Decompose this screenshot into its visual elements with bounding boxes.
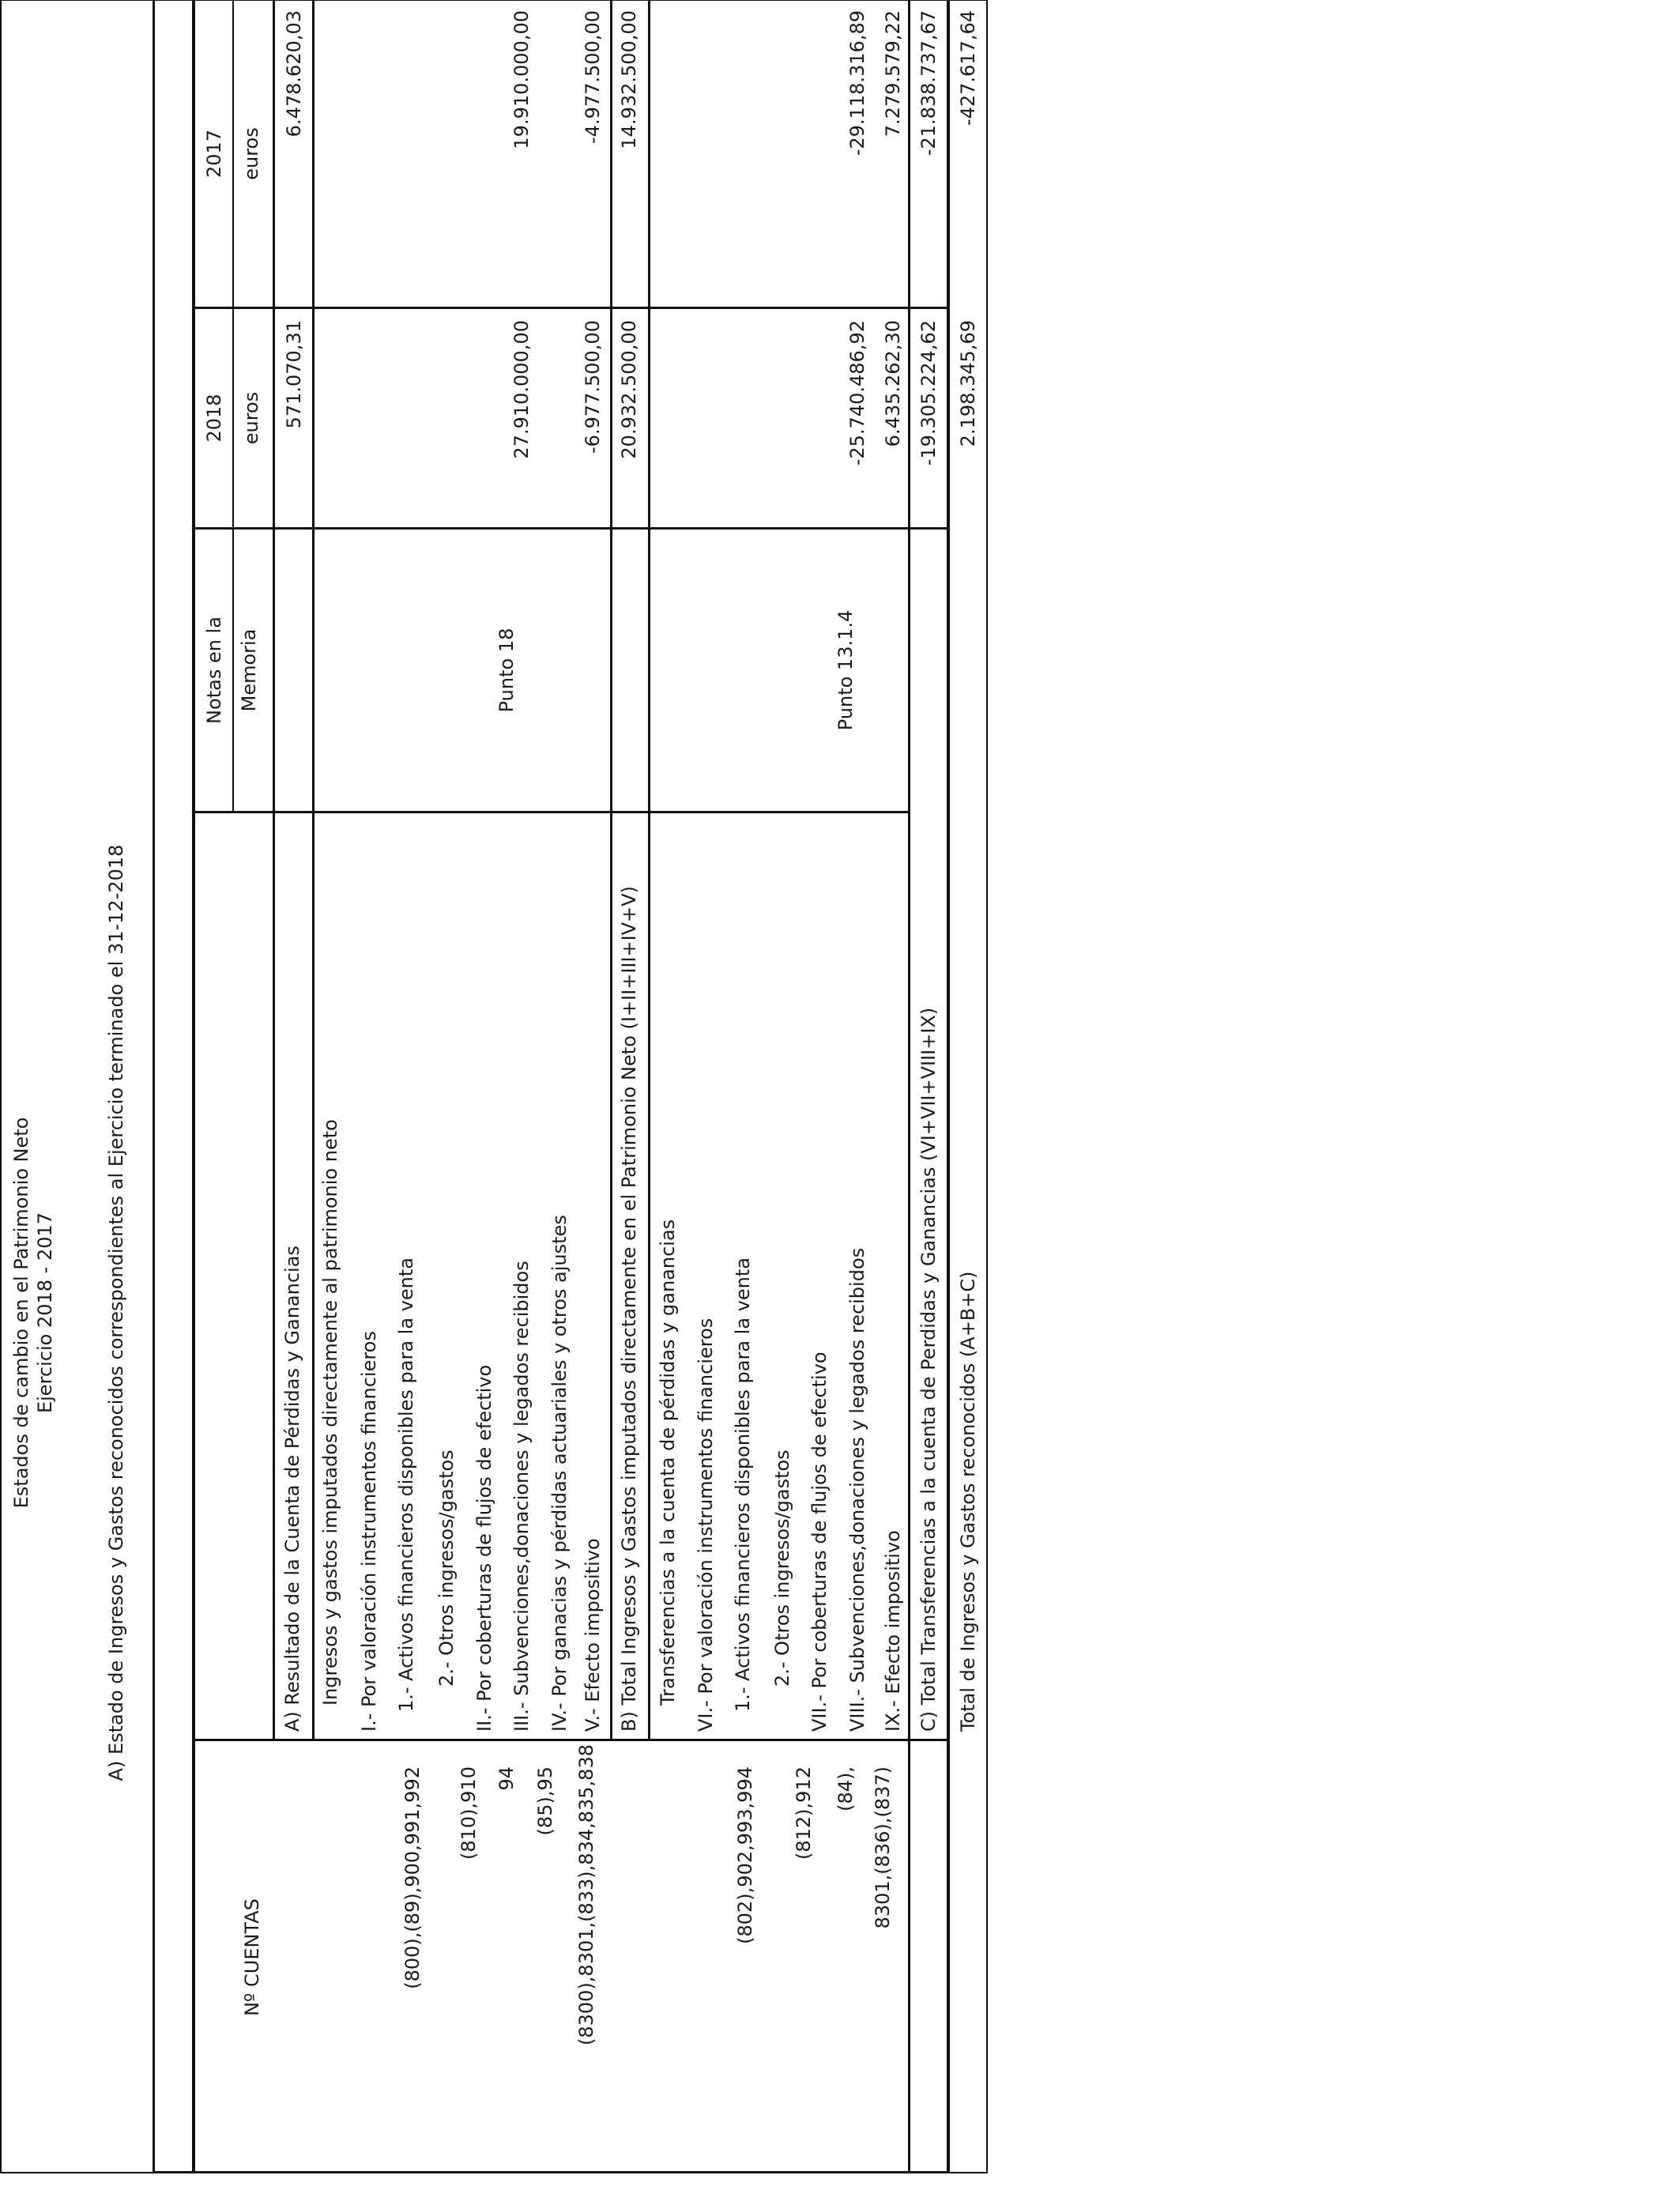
row-concept: 2.- Otros ingresos/gastos	[435, 1449, 458, 1687]
value-2017: 6.478.620,03	[283, 10, 305, 138]
row-line-c-top	[908, 1, 910, 1739]
row-cuentas: (85),95	[534, 1766, 556, 1836]
row-line-b-top	[610, 1, 612, 1739]
row-cuentas: (8300),8301,(833),834,835,838	[575, 1744, 597, 2045]
frame-bottom	[986, 0, 988, 2173]
unit-row-line	[232, 1, 234, 811]
value-2018: -6.977.500,00	[582, 320, 604, 454]
row-concept: VI.- Por valoración instrumentos financieros	[695, 1318, 717, 1732]
value-2018: -25.740.486,92	[846, 320, 868, 466]
frame-top	[0, 0, 2, 2173]
row-concept: IX.- Efecto impositivo	[882, 1530, 904, 1732]
header-notas-line2: Memoria	[238, 628, 260, 712]
row-concept: 2.- Otros ingresos/gastos	[771, 1449, 793, 1687]
exercise-label: Ejercicio 2018 - 2017	[34, 1212, 56, 1414]
table-outer-top	[153, 0, 155, 2173]
value-2017: 14.932.500,00	[618, 10, 640, 149]
value-2018: 20.932.500,00	[618, 320, 640, 459]
row-line-a	[312, 1, 315, 1739]
row-nota: Punto 18	[495, 628, 518, 713]
value-2017: 7.279.579,22	[882, 10, 904, 138]
header-unit-2018: euros	[240, 391, 262, 445]
value-2018: -19.305.224,62	[917, 320, 940, 466]
row-concept: Ingresos y gastos imputados directamente al patrimonio neto	[319, 1119, 341, 1706]
row-concept: A) Resultado de la Cuenta de Pérdidas y Ganancias	[281, 1246, 303, 1732]
header-bottom-line	[273, 1, 275, 1739]
value-2017: -4.977.500,00	[582, 10, 604, 144]
row-concept: VII.- Por coberturas de flujos de efectivo	[808, 1351, 831, 1732]
value-2017: 19.910.000,00	[510, 10, 533, 149]
row-concept: II.- Por coberturas de flujos de efectivo	[473, 1364, 495, 1732]
row-concept: III.- Subvenciones,donaciones y legados recibidos	[510, 1261, 533, 1732]
row-concept-c-total: C) Total Transferencias a la cuenta de Perdidas y Ganancias (VI+VII+VIII+IX)	[917, 1007, 940, 1732]
row-line-total-top	[908, 1739, 910, 2173]
row-concept: IV.- Por ganacias y pérdidas actuariales y otros ajustes	[548, 1215, 571, 1732]
value-2018: 571.070,31	[283, 320, 305, 429]
value-2018: 6.435.262,30	[882, 320, 904, 447]
row-nota: Punto 13.1.4	[834, 609, 857, 731]
col-divider-notas	[192, 811, 909, 813]
row-concept: VIII.- Subvenciones,donaciones y legados recibidos	[846, 1247, 868, 1732]
row-cuentas: 8301,(836),(837)	[872, 1766, 894, 1929]
header-cuentas: Nº CUENTAS	[241, 1898, 263, 2016]
row-line-c-bottom	[947, 0, 950, 2173]
row-cuentas: (812),912	[793, 1766, 815, 1860]
row-concept-grand-total: Total de Ingresos y Gastos reconocidos (A+B+C)	[957, 1271, 979, 1732]
row-cuentas: 94	[495, 1766, 518, 1791]
header-notas-line1: Notas en la	[203, 616, 225, 724]
row-concept-b-total: B) Total Ingresos y Gastos imputados directamente en el Patrimonio Neto (I+II+III+IV+V)	[618, 885, 640, 1732]
value-2017: -21.838.737,67	[917, 10, 940, 156]
row-cuentas: (84),	[834, 1766, 857, 1811]
row-cuentas: (800),(89),900,991,992	[401, 1766, 424, 1989]
row-cuentas: (802),902,993,994	[734, 1766, 756, 1944]
row-cuentas: (810),910	[458, 1766, 480, 1860]
row-concept: 1.- Activos financieros disponibles para la venta	[395, 1257, 417, 1712]
col-divider-2017	[192, 307, 950, 309]
value-2017: -427.617,64	[957, 10, 979, 126]
row-concept: 1.- Activos financieros disponibles para la venta	[732, 1257, 754, 1712]
statement-title: Estados de cambio en el Patrimonio Neto	[10, 1117, 32, 1509]
row-concept: I.- Por valoración instrumentos financieros	[358, 1331, 380, 1732]
row-concept: Transferencias a la cuenta de pérdidas y ganancias	[657, 1219, 679, 1706]
value-2018: 2.198.345,69	[957, 320, 979, 447]
statement-subtitle: A) Estado de Ingresos y Gastos reconocidos correspondientes al Ejercicio terminado el 31-12-2018	[105, 844, 127, 1781]
value-2018: 27.910.000,00	[510, 320, 533, 459]
row-line-b-bottom	[648, 1, 650, 1739]
value-2017: -29.118.316,89	[846, 10, 868, 156]
header-unit-2017: euros	[240, 127, 262, 180]
table-inner-top	[192, 0, 195, 2173]
row-concept: V.- Efecto impositivo	[582, 1538, 604, 1732]
header-year-2018: 2018	[203, 394, 225, 443]
col-divider-concept	[192, 1739, 950, 1741]
header-year-2017: 2017	[203, 129, 225, 179]
